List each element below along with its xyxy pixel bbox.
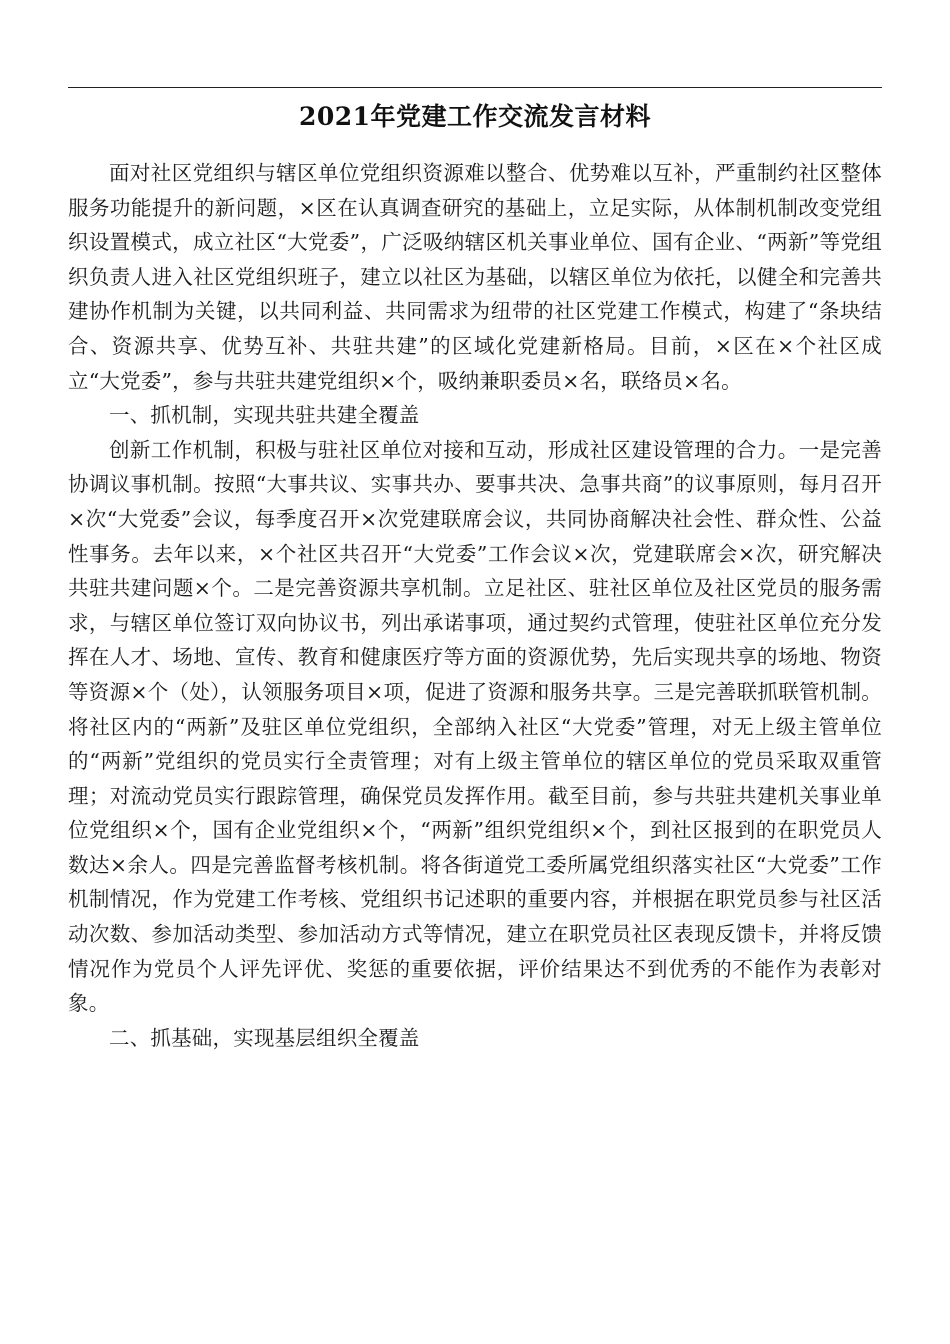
- header-rule: [68, 87, 882, 88]
- section-heading-1: 一、抓机制，实现共驻共建全覆盖: [109, 403, 420, 428]
- document-body: [68, 156, 882, 1055]
- document-title: 2021年党建工作交流发言材料: [298, 102, 652, 131]
- section-heading-2: 二、抓基础，实现基层组织全覆盖: [109, 1025, 420, 1050]
- section-1-paragraph: 创新工作机制，积极与驻社区单位对接和互动，形成社区建设管理的合力。一是完善协调议事机制。按照“大事共议、实事共办、要事共决、急事共商”的议事原则，每月召开×次“大党委”会议，每季度召开×次党建联席会议，共同协商解决社会性、群众性、公益性事务。去年以来，×个社区共召开“大党委”工作会议×次，党建联席会×次，研究解决共驻共建问题×个。二是完善资源共享机制。立足社区、驻社区单位及社区党员的服务需求，与辖区单位签订双向协议书，列出承诺事项，通过契约式管理，使驻社区单位充分发挥在人才、场地、宣传、教育和健康医疗等方面的资源优势，先后实现共享的场地、物资等资源×个（处），认领服务项目×项，促进了资源和服务共享。三是完善联抓联管机制。将社区内的“两新”及驻区单位党组织，全部纳入社区“大党委”管理，对无上级主管单位的“两新”党组织的党员实行全责管理；对有上级主管单位的辖区单位的党员采取双重管理；对流动党员实行跟踪管理，确保党员发挥作用。截至目前，参与共驻共建机关事业单位党组织×个，国有企业党组织×个，“两新”组织党组织×个，到社区报到的在职党员人数达×余人。四是完善监督考核机制。将各街道党工委所属党组织落实社区“大党委”工作机制情况，作为党建工作考核、党组织书记述职的重要内容，并根据在职党员参与社区活动次数、参加活动类型、参加活动方式等情况，建立在职党员社区表现反馈卡，并将反馈情况作为党员个人评先评优、奖惩的重要依据，评价结果达不到优秀的不能作为表彰对象。: [68, 437, 882, 1016]
- intro-paragraph: 面对社区党组织与辖区单位党组织资源难以整合、优势难以互补，严重制约社区整体服务功能提升的新问题，×区在认真调查研究的基础上，立足实际，从体制机制改变党组织设置模式，成立社区“大党委”，广泛吸纳辖区机关事业单位、国有企业、“两新”等党组织负责人进入社区党组织班子，建立以社区为基础，以辖区单位为依托，以健全和完善共建协作机制为关键，以共同利益、共同需求为纽带的社区党建工作模式，构建了“条块结合、资源共享、优势互补、共驻共建”的区域化党建新格局。目前，×区在×个社区成立“大党委”，参与共驻共建党组织×个，吸纳兼职委员×名，联络员×名。: [68, 161, 882, 393]
